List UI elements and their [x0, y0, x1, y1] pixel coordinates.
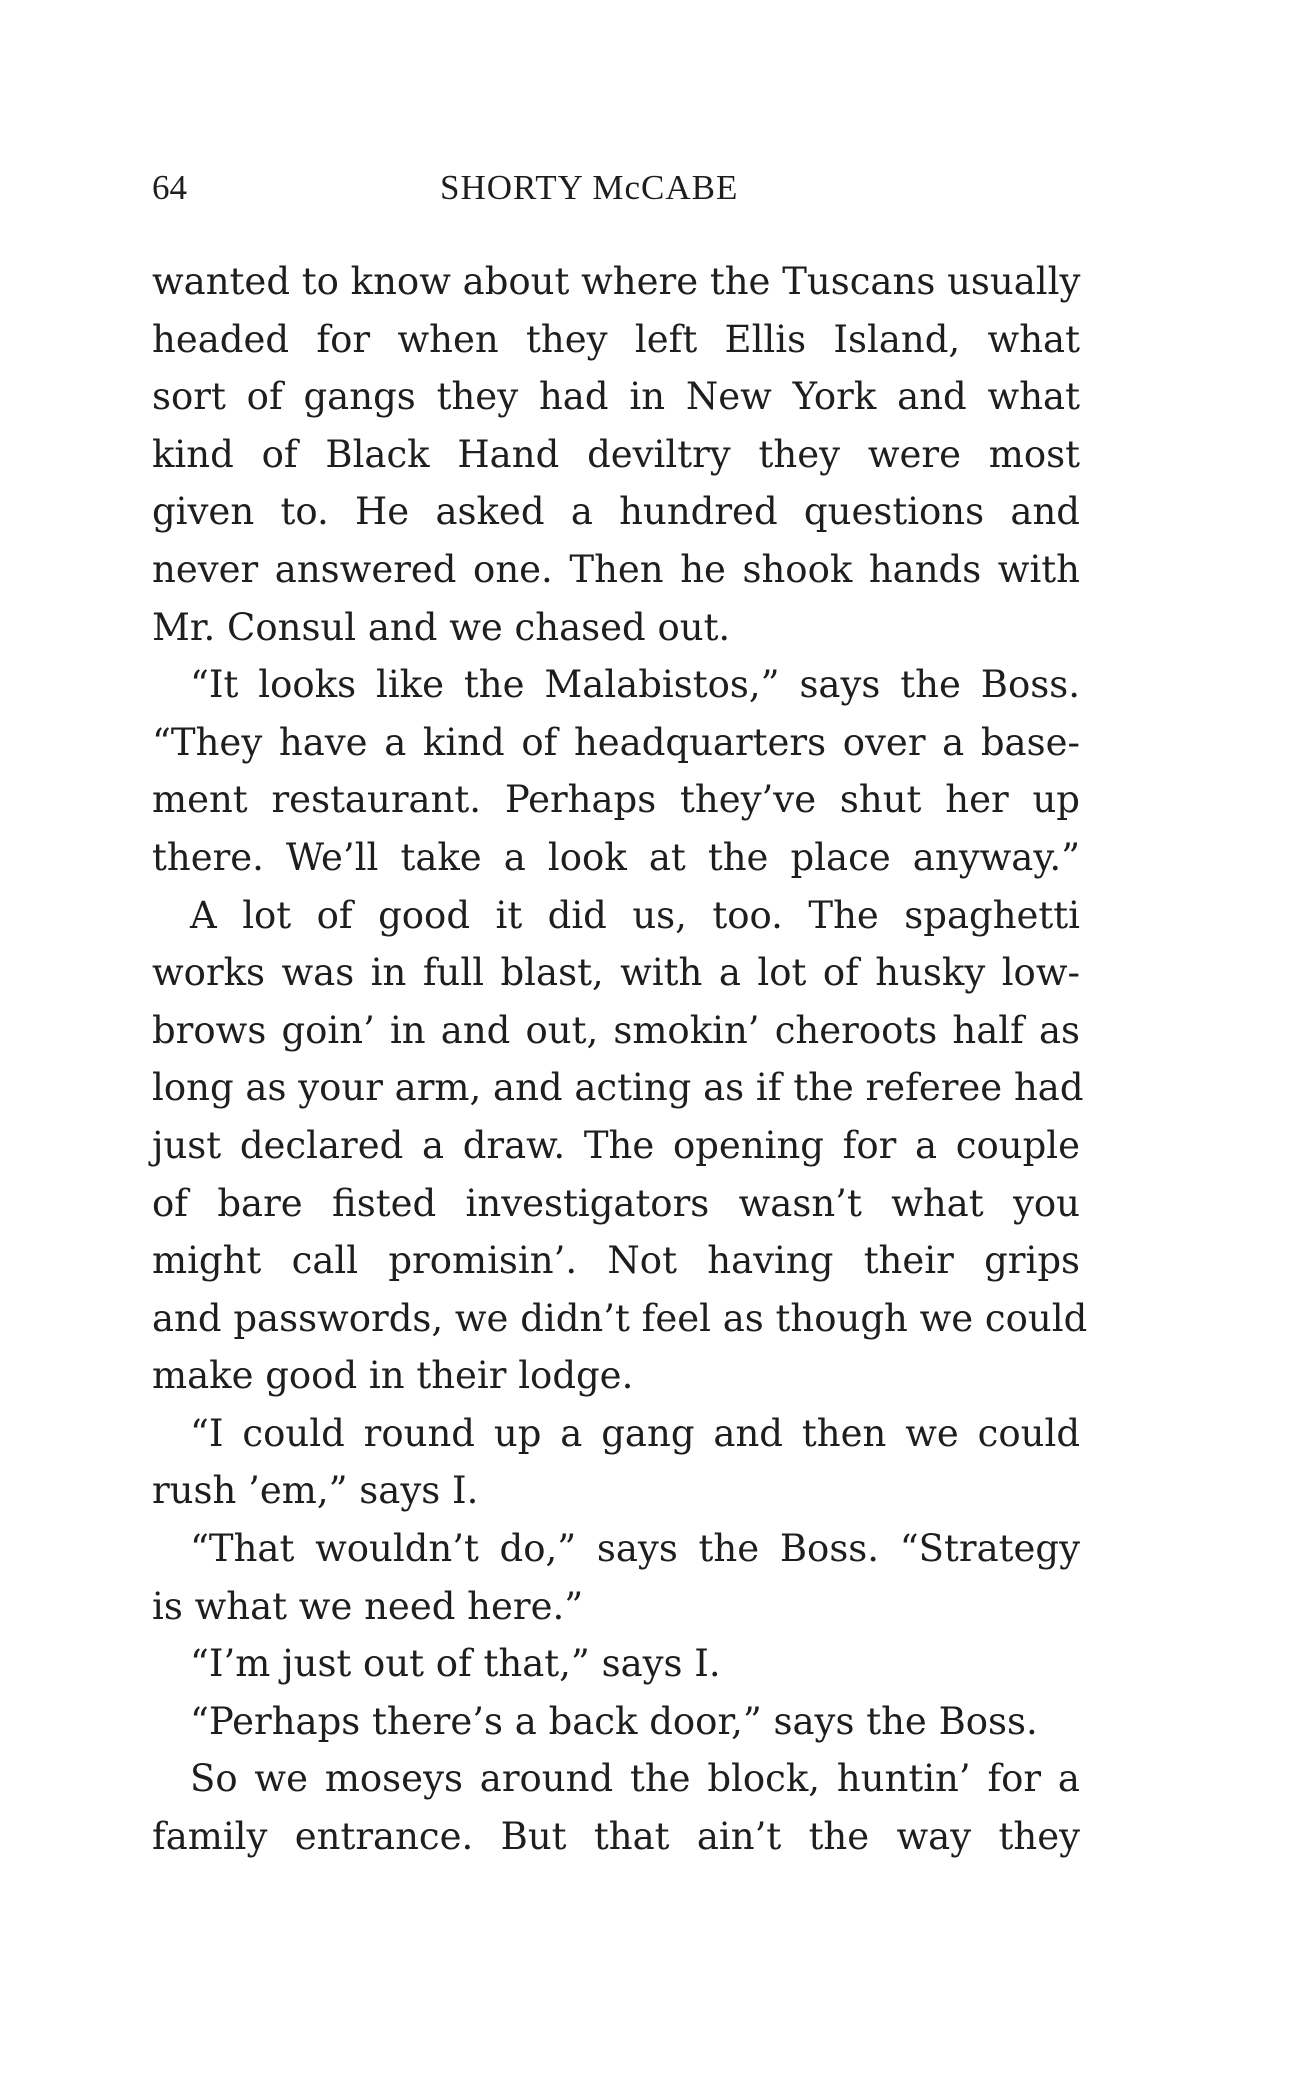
body-text	[152, 253, 1088, 1866]
text-line: headed for when they left Ellis Island, what	[152, 317, 1080, 361]
running-title: SHORTY McCABE	[440, 168, 739, 207]
text-line: never answered one. Then he shook hands with	[152, 547, 1080, 591]
page-number: 64	[152, 168, 187, 207]
text-line: family entrance. But that ain’t the way they	[152, 1815, 1080, 1859]
text-line: and passwords, we didn’t feel as though we could	[152, 1296, 1088, 1340]
text-line: of bare fisted investigators wasn’t what you	[152, 1181, 1080, 1225]
text-line: “It looks like the Malabistos,” says the Boss.	[190, 663, 1080, 707]
text-line: given to. He asked a hundred questions and	[152, 490, 1080, 534]
text-line: make good in their lodge.	[152, 1354, 634, 1398]
text-line: ment restaurant. Perhaps they’ve shut her up	[152, 778, 1080, 822]
text-line: just declared a draw. The opening for a couple	[152, 1123, 1080, 1167]
text-line: sort of gangs they had in New York and what	[152, 375, 1080, 419]
text-line: rush ’em,” says I.	[152, 1469, 479, 1513]
text-line: there. We’ll take a look at the place anyway.”	[152, 835, 1080, 879]
text-line: wanted to know about where the Tuscans usually	[152, 260, 1081, 303]
text-line: brows goin’ in and out, smokin’ cheroots half as	[152, 1008, 1080, 1052]
text-line: “I’m just out of that,” says I.	[190, 1642, 721, 1686]
text-line: “Perhaps there’s a back door,” says the Boss.	[190, 1699, 1038, 1743]
text-line: “That wouldn’t do,” says the Boss. “Strategy	[190, 1527, 1080, 1571]
text-line: works was in full blast, with a lot of husky low-	[152, 951, 1080, 995]
text-line: Mr. Consul and we chased out.	[152, 605, 731, 649]
text-line: kind of Black Hand deviltry they were most	[152, 432, 1080, 476]
text-line: long as your arm, and acting as if the referee had	[152, 1066, 1084, 1110]
text-line: A lot of good it did us, too. The spaghetti	[190, 893, 1080, 937]
text-line: might call promisin’. Not having their grips	[152, 1239, 1080, 1283]
text-line: So we moseys around the block, huntin’ for a	[190, 1757, 1080, 1801]
text-line: “I could round up a gang and then we could	[190, 1411, 1080, 1455]
text-line: is what we need here.”	[152, 1584, 584, 1628]
text-line: “They have a kind of headquarters over a base-	[152, 720, 1080, 764]
page-header	[152, 168, 1080, 216]
